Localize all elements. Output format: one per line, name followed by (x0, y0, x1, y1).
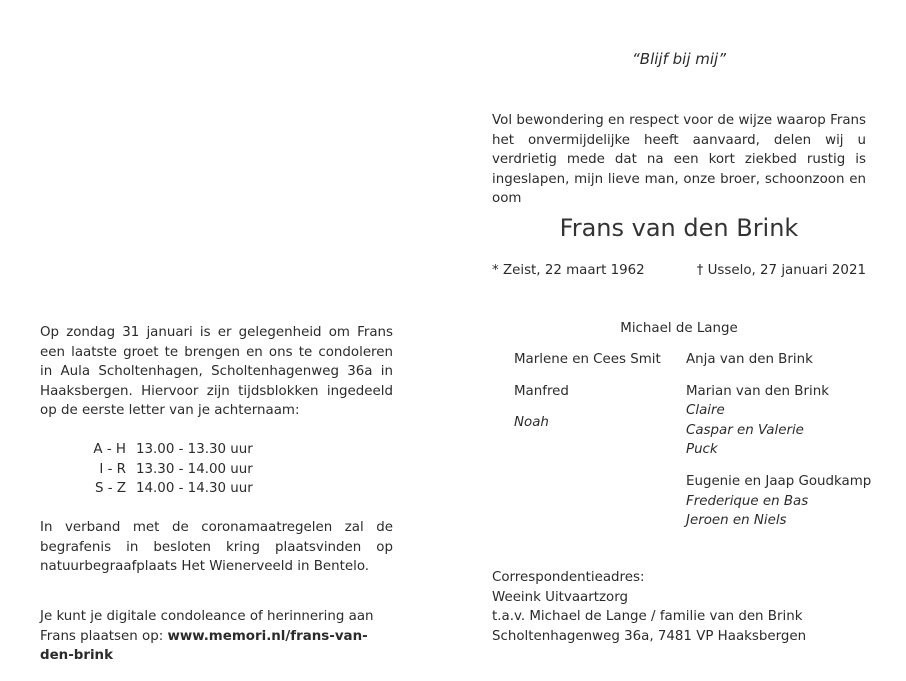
family-child: Jeroen en Niels (686, 513, 787, 529)
family-child: Puck (686, 442, 718, 458)
family-child: Frederique en Bas (686, 493, 809, 509)
memori-link[interactable]: www.memori.nl/frans-van-den-brink (40, 628, 368, 664)
spacer (126, 479, 136, 499)
family-group (686, 350, 876, 370)
family-child: Noah (514, 415, 549, 431)
family-group (686, 382, 876, 460)
family-group (514, 382, 679, 402)
online-condolence (40, 607, 393, 666)
time-range: 13.30 - 14.00 uur (136, 461, 253, 477)
family-list-right (686, 350, 876, 543)
time-slots-table (86, 440, 253, 499)
correspondence-line: Scholtenhagenweg 36a, 7481 VP Haaksbergen (492, 628, 807, 644)
letter-range: S - Z (94, 481, 126, 497)
time-slot-row (86, 479, 253, 499)
partner-name: Michael de Lange (620, 321, 738, 336)
letter-range: I - R (99, 461, 126, 477)
deceased-name: Frans van den Brink (559, 214, 799, 242)
correspondence-address (492, 568, 806, 646)
time-slot-row (86, 460, 253, 480)
family-list-left (514, 350, 679, 445)
correspondence-line: t.a.v. Michael de Lange / familie van den Brink (492, 609, 803, 625)
online-text: Je kunt je digitale condoleance of herinnering aan Frans plaatsen op: (40, 609, 374, 644)
family-child: Caspar en Valerie (686, 422, 804, 438)
corona-notice: In verband met de coronamaatregelen zal de begrafenis in besloten kring plaatsvinden op natuurbegraafplaats Het Wienerveeld in Bentelo. (40, 520, 393, 575)
time-range: 13.00 - 13.30 uur (136, 442, 253, 457)
family-member: Marian van den Brink (686, 383, 829, 399)
spacer (126, 440, 136, 460)
invitation-text: Op zondag 31 januari is er gelegenheid om Frans een laatste groet te brengen en ons te condoleren in Aula Scholtenhagen, Scholtenhagenweg 36a in Haaksbergen. Hiervoor zijn tijdsblokken ingedeeld op de eerste letter van je achternaam: (40, 325, 393, 419)
announcement-text: Vol bewondering en respect voor de wijze waarop Frans het onvermijdelijke heeft aanvaard, delen wij u verdrietig mede dat na een kort ziekbed rustig is ingeslapen, mijn lieve man, onze broer, schoonzoon en oom (492, 113, 866, 207)
family-group (514, 350, 679, 370)
family-child: Claire (686, 403, 725, 419)
family-member: Manfred (514, 383, 569, 399)
birth-date: * Zeist, 22 maart 1962 (492, 263, 645, 278)
family-member: Anja van den Brink (686, 352, 813, 367)
time-range: 14.00 - 14.30 uur (136, 481, 253, 497)
death-date: † Usselo, 27 januari 2021 (696, 263, 866, 278)
time-slot-row (86, 440, 253, 460)
family-member: Eugenie en Jaap Goudkamp (686, 473, 872, 489)
family-member: Marlene en Cees Smit (514, 352, 661, 367)
quote: “Blijf bij mij” (632, 50, 726, 68)
correspondence-label: Correspondentieadres: (492, 570, 645, 585)
letter-range: A - H (93, 442, 126, 457)
correspondence-line: Weeink Uitvaartzorg (492, 589, 629, 605)
spacer (126, 460, 136, 480)
family-group (686, 472, 876, 531)
family-group (514, 413, 679, 433)
